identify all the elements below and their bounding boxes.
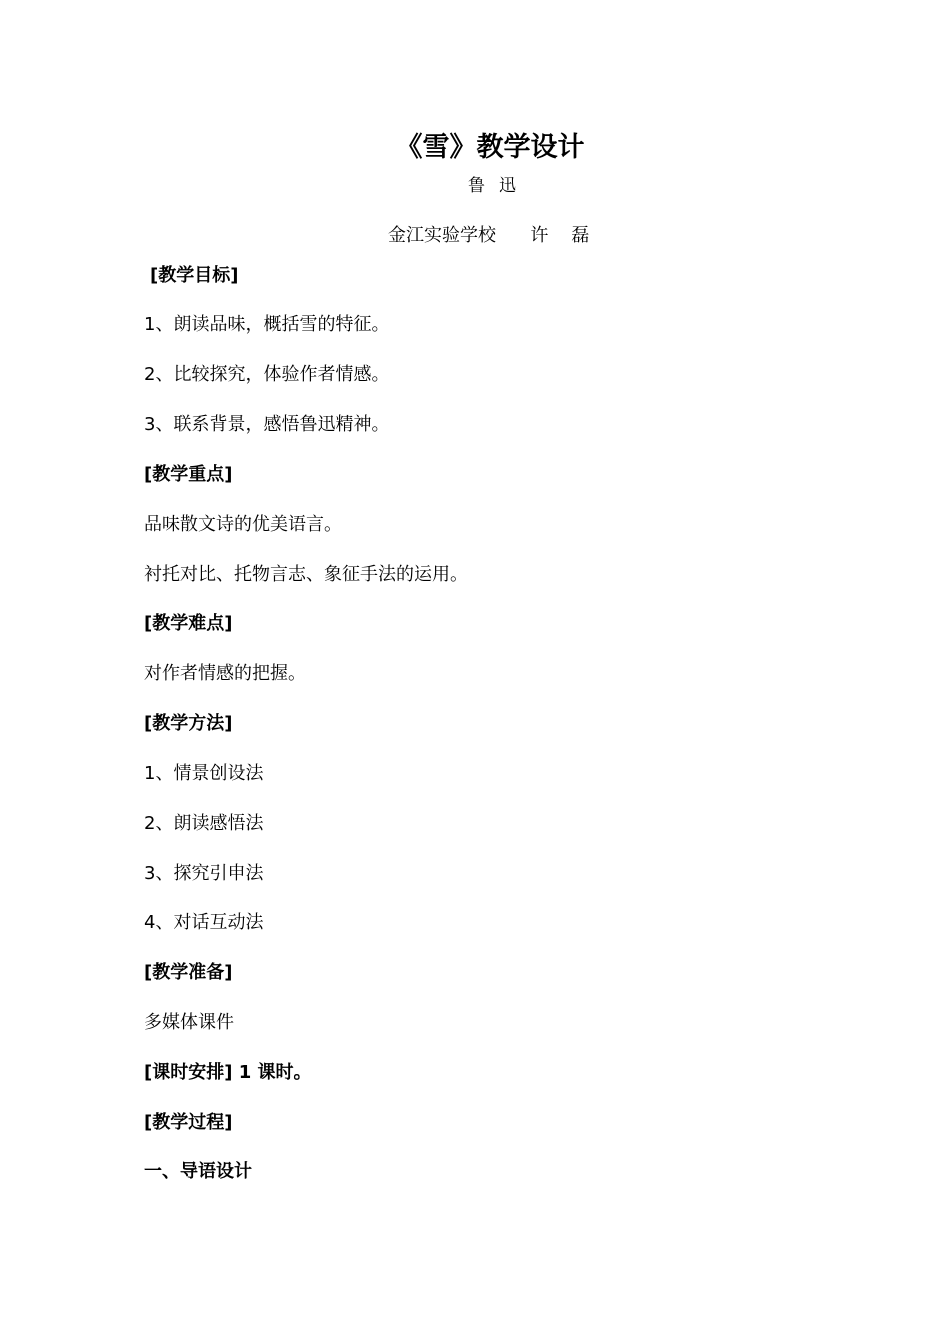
difficulty-text: 对作者情感的把握。 [144, 663, 306, 684]
key-point-item: 衬托对比、托物言志、象征手法的运用。 [144, 564, 468, 585]
process-heading: [教学过程] [144, 1112, 233, 1133]
key-points-heading: [教学重点] [144, 464, 233, 485]
document-title: 《雪》教学设计 [395, 132, 585, 163]
difficulty-heading: [教学难点] [144, 613, 233, 634]
document-author: 鲁迅 [468, 176, 530, 196]
key-point-item: 品味散文诗的优美语言。 [144, 514, 342, 535]
method-item: 4、对话互动法 [144, 912, 264, 933]
preparation-text: 多媒体课件 [144, 1012, 234, 1033]
method-item: 3、探究引申法 [144, 863, 264, 884]
schedule-line: [课时安排] 1 课时。 [144, 1062, 312, 1083]
method-item: 1、情景创设法 [144, 763, 264, 784]
goal-item: 1、朗读品味，概括雪的特征。 [144, 314, 390, 335]
methods-heading: [教学方法] [144, 713, 233, 734]
goals-heading: [教学目标] [150, 265, 239, 286]
school-and-teacher: 金江实验学校 许 磊 [388, 225, 590, 246]
preparation-heading: [教学准备] [144, 962, 233, 983]
step-one-heading: 一、导语设计 [144, 1161, 252, 1182]
goal-item: 3、联系背景，感悟鲁迅精神。 [144, 414, 390, 435]
method-item: 2、朗读感悟法 [144, 813, 264, 834]
goal-item: 2、比较探究，体验作者情感。 [144, 364, 390, 385]
